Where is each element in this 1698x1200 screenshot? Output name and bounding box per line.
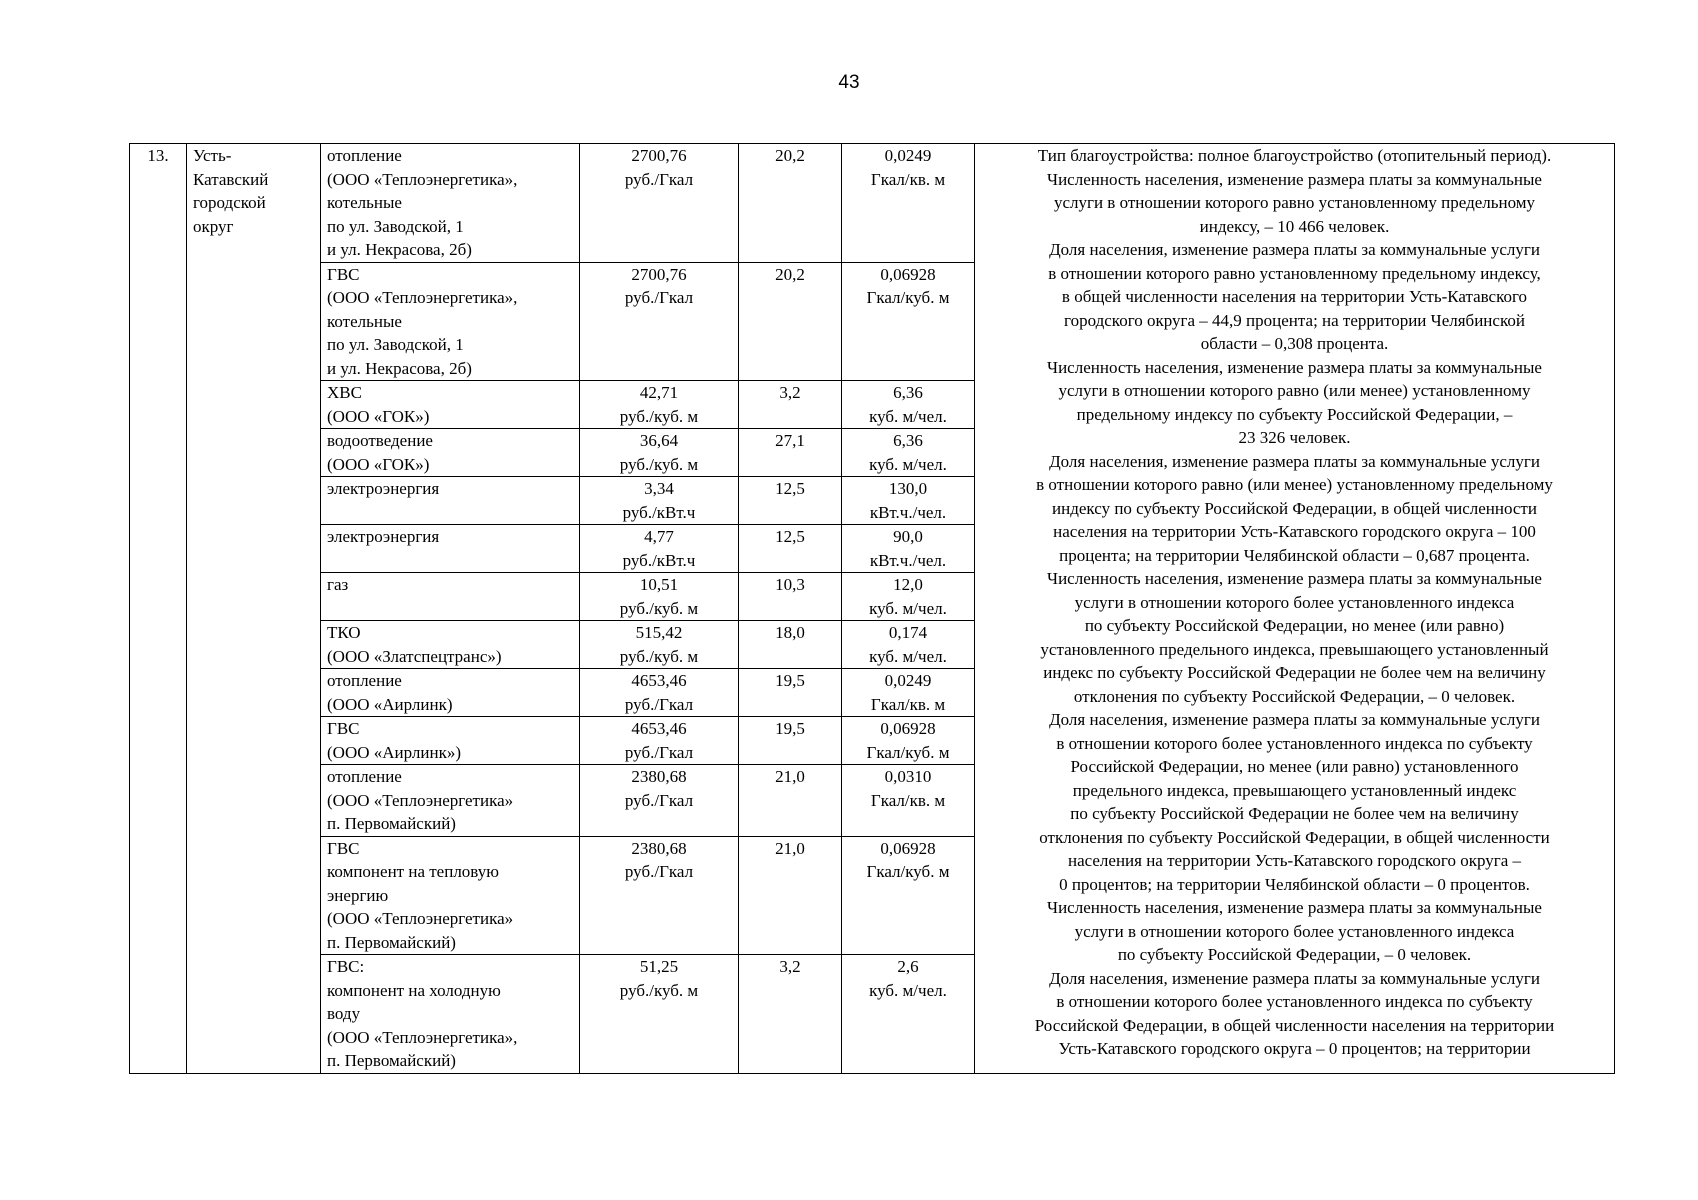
service-cell: газ bbox=[321, 573, 580, 621]
tariff-cell: 10,51 руб./куб. м bbox=[580, 573, 739, 621]
tariff-cell: 2380,68 руб./Гкал bbox=[580, 765, 739, 837]
change-rate-cell: 27,1 bbox=[739, 429, 842, 477]
service-cell: водоотведение (ООО «ГОК») bbox=[321, 429, 580, 477]
norm-cell: 0,0310 Гкал/кв. м bbox=[842, 765, 975, 837]
change-rate-cell: 20,2 bbox=[739, 144, 842, 263]
service-cell: отопление (ООО «Теплоэнергетика», котельные по ул. Заводской, 1 и ул. Некрасова, 2б) bbox=[321, 144, 580, 263]
service-cell: отопление (ООО «Аирлинк) bbox=[321, 669, 580, 717]
norm-cell: 130,0 кВт.ч./чел. bbox=[842, 477, 975, 525]
norm-cell: 6,36 куб. м/чел. bbox=[842, 429, 975, 477]
service-cell: ГВС (ООО «Аирлинк») bbox=[321, 717, 580, 765]
notes-cell: Тип благоустройства: полное благоустройство (отопительный период). Численность населения, изменение размера платы за коммунальные услуги в отношении которого равно установленному предельному индексу, – 10 466 человек. Доля населения, изменение размера платы за коммунальные услуги в отношении которого равно установленному предельному индексу, в общей численности населения на территории Усть-Катавского городского округа – 44,9 процента; на территории Челябинской области – 0,308 процента. Численность населения, изменение размера платы за коммунальные услуги в отношении которого равно (или менее) установленному предельному индексу по субъекту Российской Федерации, – 23 326 человек. Доля населения, изменение размера платы за коммунальные услуги в отношении которого равно (или менее) установленному предельному индексу по субъекту Российской Федерации, в общей численности населения на территории Усть-Катавского городского округа – 100 процента; на территории Челябинской области – 0,687 процента. Численность населения, изменение размера платы за коммунальные услуги в отношении которого более установленного индекса по субъекту Российской Федерации, но менее (или равно) установленного предельного индекса, превышающего установленный индекс по субъекту Российской Федерации не более чем на величину отклонения по субъекту Российской Федерации, – 0 человек. Доля населения, изменение размера платы за коммунальные услуги в отношении которого более установленного индекса по субъекту Российской Федерации, но менее (или равно) установленного предельного индекса, превышающего установленный индекс по субъекту Российской Федерации не более чем на величину отклонения по субъекту Российской Федерации, в общей численности населения на территории Усть-Катавского городского округа – 0 процентов; на территории Челябинской области – 0 процентов. Численность населения, изменение размера платы за коммунальные услуги в отношении которого более установленного индекса по субъекту Российской Федерации, – 0 человек. Доля населения, изменение размера платы за коммунальные услуги в отношении которого более установленного индекса по субъекту Российской Федерации, в общей численности населения на территории Усть-Катавского городского округа – 0 процентов; на территории bbox=[975, 144, 1615, 1074]
page-number: 43 bbox=[838, 72, 860, 93]
change-rate-cell: 21,0 bbox=[739, 836, 842, 955]
tariff-table bbox=[129, 143, 1615, 1074]
change-rate-cell: 10,3 bbox=[739, 573, 842, 621]
tariff-cell: 4653,46 руб./Гкал bbox=[580, 669, 739, 717]
tariff-cell: 51,25 руб./куб. м bbox=[580, 955, 739, 1074]
service-cell: ТКО (ООО «Златспецтранс») bbox=[321, 621, 580, 669]
service-cell: ГВС (ООО «Теплоэнергетика», котельные по ул. Заводской, 1 и ул. Некрасова, 2б) bbox=[321, 262, 580, 381]
municipality-name: Усть- Катавский городской округ bbox=[187, 144, 321, 1074]
tariff-cell: 4,77 руб./кВт.ч bbox=[580, 525, 739, 573]
service-cell: ГВС: компонент на холодную воду (ООО «Теплоэнергетика», п. Первомайский) bbox=[321, 955, 580, 1074]
norm-cell: 0,174 куб. м/чел. bbox=[842, 621, 975, 669]
change-rate-cell: 20,2 bbox=[739, 262, 842, 381]
norm-cell: 0,06928 Гкал/куб. м bbox=[842, 717, 975, 765]
row-number: 13. bbox=[130, 144, 187, 1074]
tariff-cell: 4653,46 руб./Гкал bbox=[580, 717, 739, 765]
tariff-cell: 42,71 руб./куб. м bbox=[580, 381, 739, 429]
norm-cell: 2,6 куб. м/чел. bbox=[842, 955, 975, 1074]
change-rate-cell: 21,0 bbox=[739, 765, 842, 837]
norm-cell: 0,06928 Гкал/куб. м bbox=[842, 836, 975, 955]
change-rate-cell: 3,2 bbox=[739, 381, 842, 429]
norm-cell: 6,36 куб. м/чел. bbox=[842, 381, 975, 429]
tariff-cell: 3,34 руб./кВт.ч bbox=[580, 477, 739, 525]
service-cell: ГВС компонент на тепловую энергию (ООО «Теплоэнергетика» п. Первомайский) bbox=[321, 836, 580, 955]
change-rate-cell: 12,5 bbox=[739, 525, 842, 573]
change-rate-cell: 19,5 bbox=[739, 717, 842, 765]
tariff-table-body bbox=[130, 144, 1615, 1074]
change-rate-cell: 18,0 bbox=[739, 621, 842, 669]
table-row bbox=[130, 144, 1615, 263]
tariff-cell: 2700,76 руб./Гкал bbox=[580, 144, 739, 263]
tariff-cell: 2380,68 руб./Гкал bbox=[580, 836, 739, 955]
change-rate-cell: 3,2 bbox=[739, 955, 842, 1074]
norm-cell: 0,0249 Гкал/кв. м bbox=[842, 669, 975, 717]
service-cell: ХВС (ООО «ГОК») bbox=[321, 381, 580, 429]
change-rate-cell: 19,5 bbox=[739, 669, 842, 717]
tariff-cell: 2700,76 руб./Гкал bbox=[580, 262, 739, 381]
service-cell: электроэнергия bbox=[321, 525, 580, 573]
norm-cell: 12,0 куб. м/чел. bbox=[842, 573, 975, 621]
service-cell: электроэнергия bbox=[321, 477, 580, 525]
norm-cell: 90,0 кВт.ч./чел. bbox=[842, 525, 975, 573]
service-cell: отопление (ООО «Теплоэнергетика» п. Первомайский) bbox=[321, 765, 580, 837]
change-rate-cell: 12,5 bbox=[739, 477, 842, 525]
norm-cell: 0,0249 Гкал/кв. м bbox=[842, 144, 975, 263]
norm-cell: 0,06928 Гкал/куб. м bbox=[842, 262, 975, 381]
tariff-cell: 515,42 руб./куб. м bbox=[580, 621, 739, 669]
tariff-cell: 36,64 руб./куб. м bbox=[580, 429, 739, 477]
